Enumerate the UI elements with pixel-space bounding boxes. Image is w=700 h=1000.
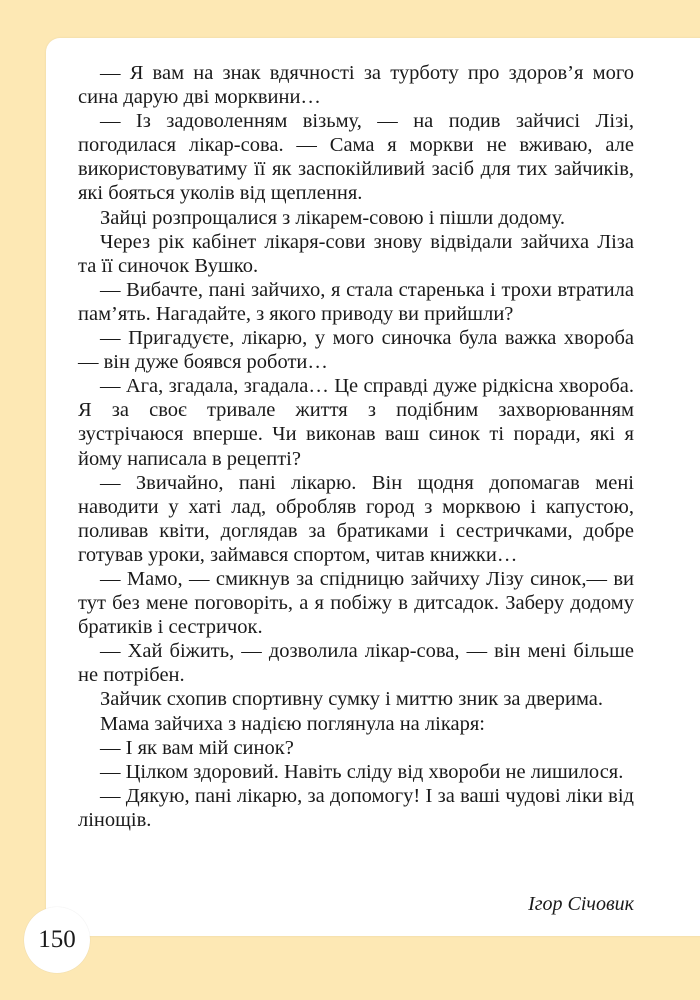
paragraph: Через рік кабінет лікаря-сови знову відвідали зайчиха Ліза та її синочок Вушко. [78, 230, 634, 277]
paragraph: Зайчик схопив спортивну сумку і миттю зник за дверима. [100, 688, 604, 711]
paragraph: — Мамо, — смикнув за спідницю зайчиху Лізу синок,— ви тут без мене поговоріть, а я побіжу в дитсадок. Заберу додому братиків і сестричок. [78, 567, 634, 639]
paragraph: — Хай біжить, — дозволила лікар-сова, — він мені більше не потрібен. [78, 640, 634, 687]
paragraph: — Ага, згадала, згадала… Це справді дуже рідкісна хвороба. Я за своє тривале життя з подібним захворюванням зустрічаюся вперше. Чи виконав ваш синок ті поради, які я йому написала в рецепті? [78, 375, 634, 470]
paragraph: — Із задоволенням візьму, — на подив зайчисі Лізі, погодилася лікар-сова. — Сама я моркви не вживаю, але використовуватиму її як заспокійливий засіб для тих зайчиків, які бояться уколів від щеплення. [78, 110, 634, 205]
page-number: 150 [38, 926, 76, 953]
page-number-badge [24, 907, 90, 973]
paragraph: — Вибачте, пані зайчихо, я стала старенька і трохи втратила пам’ять. Нагадайте, з якого приводу ви прийшли? [78, 278, 634, 325]
paragraph: Мама зайчиха з надією поглянула на лікаря: [100, 712, 485, 735]
story-text [78, 61, 634, 832]
paragraph: — Звичайно, пані лікарю. Він щодня допомагав мені наводити у хаті лад, обробляв город з морквою і капустою, поливав квіти, доглядав за братиками і сестричками, добре готував уроки, займався спортом, читав книжки… [78, 471, 634, 566]
paragraph: — І як вам мій синок? [100, 736, 294, 759]
paragraph: Зайці розпрощалися з лікарем-совою і пішли додому. [100, 206, 566, 229]
paragraph: — Цілком здоровий. Навіть сліду від хвороби не лишилося. [100, 760, 624, 783]
author-signature: Ігор Січовик [528, 893, 634, 915]
paragraph: — Пригадуєте, лікарю, у мого синочка була важка хвороба — він дуже боявся роботи… [78, 327, 634, 374]
paragraph: — Я вам на знак вдячності за турботу про здоров’я мого сина дарую дві морквини… [78, 62, 634, 109]
paragraph: — Дякую, пані лікарю, за допомогу! І за ваші чудові ліки від лінощів. [78, 784, 634, 831]
